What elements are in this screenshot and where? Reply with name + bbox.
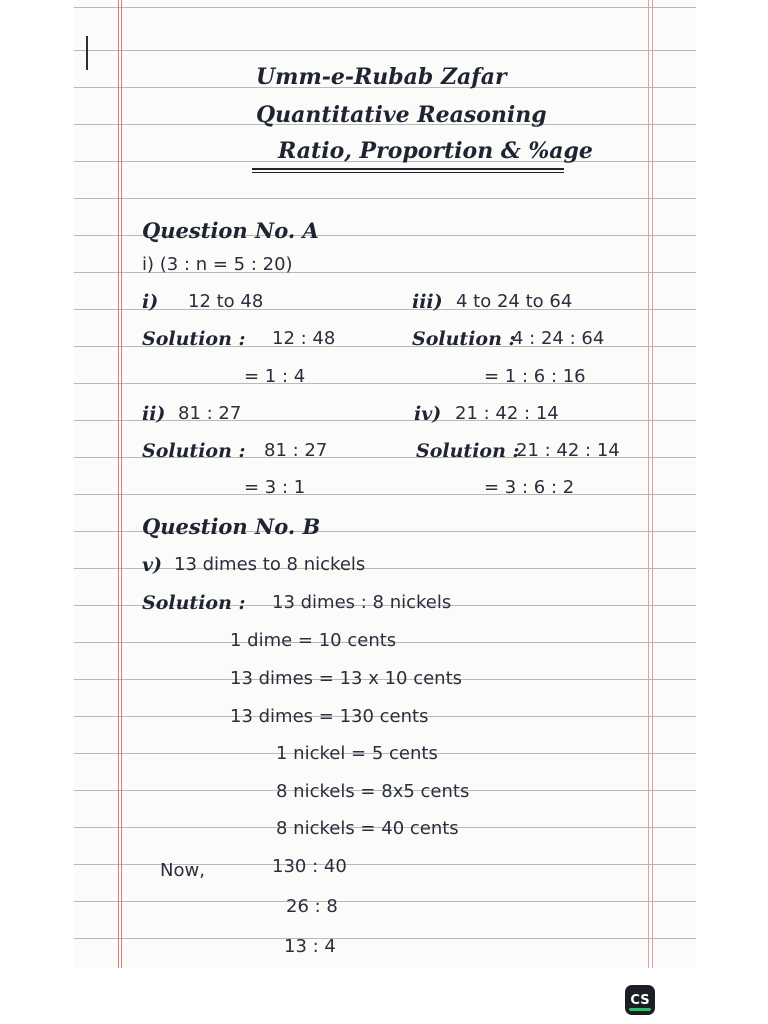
item-ii-answer: = 3 : 1 (244, 477, 306, 498)
solution-line: 13 dimes : 8 nickels (272, 592, 452, 613)
right-margin-line-2 (652, 0, 653, 968)
item-iv-label: iv) (414, 403, 442, 425)
item-i-answer: = 1 : 4 (244, 366, 306, 387)
ratio-step: 130 : 40 (272, 856, 347, 877)
ratio-step: 26 : 8 (286, 896, 338, 917)
subject-title: Quantitative Reasoning (256, 102, 547, 128)
item-ii-solution-label: Solution : (142, 440, 246, 462)
title-underline-2 (252, 172, 564, 173)
solution-line: 1 nickel = 5 cents (276, 743, 438, 764)
author-name: Umm-e-Rubab Zafar (256, 64, 507, 90)
item-ii-label: ii) (142, 403, 166, 425)
right-margin-line (648, 0, 649, 968)
pen-mark (86, 36, 88, 70)
question-b-heading: Question No. B (142, 514, 321, 539)
solution-line: 1 dime = 10 cents (230, 630, 397, 651)
item-ii-solution: 81 : 27 (264, 440, 328, 461)
item-iv-answer: = 3 : 6 : 2 (484, 477, 575, 498)
solution-line: 8 nickels = 40 cents (276, 818, 459, 839)
item-iii-solution-label: Solution : (412, 328, 516, 350)
question-b-problem: 13 dimes to 8 nickels (174, 554, 366, 575)
item-iii-solution: 4 : 24 : 64 (512, 328, 605, 349)
item-i-solution-label: Solution : (142, 328, 246, 350)
solution-line: 13 dimes = 13 x 10 cents (230, 668, 463, 689)
camscanner-logo: CS (625, 985, 655, 1015)
item-iii-label: iii) (412, 291, 443, 313)
item-ii-problem: 81 : 27 (178, 403, 242, 424)
item-i-problem: 12 to 48 (188, 291, 264, 312)
question-a-example: i) (3 : n = 5 : 20) (142, 254, 293, 275)
ratio-step: 13 : 4 (284, 936, 336, 957)
item-i-solution: 12 : 48 (272, 328, 336, 349)
topic-title: Ratio, Proportion & %age (278, 138, 593, 164)
item-iii-problem: 4 to 24 to 64 (456, 291, 573, 312)
question-b-problem-label: v) (142, 554, 163, 576)
item-iv-problem: 21 : 42 : 14 (455, 403, 559, 424)
question-b-solution-label: Solution : (142, 592, 246, 614)
item-i-label: i) (142, 291, 159, 313)
item-iii-answer: = 1 : 6 : 16 (484, 366, 586, 387)
solution-line: 8 nickels = 8x5 cents (276, 781, 470, 802)
title-underline (252, 168, 564, 170)
now-label: Now, (160, 860, 205, 881)
item-iv-solution: 21 : 42 : 14 (516, 440, 620, 461)
question-a-heading: Question No. A (142, 218, 319, 243)
item-iv-solution-label: Solution : (416, 440, 520, 462)
solution-line: 13 dimes = 130 cents (230, 706, 429, 727)
